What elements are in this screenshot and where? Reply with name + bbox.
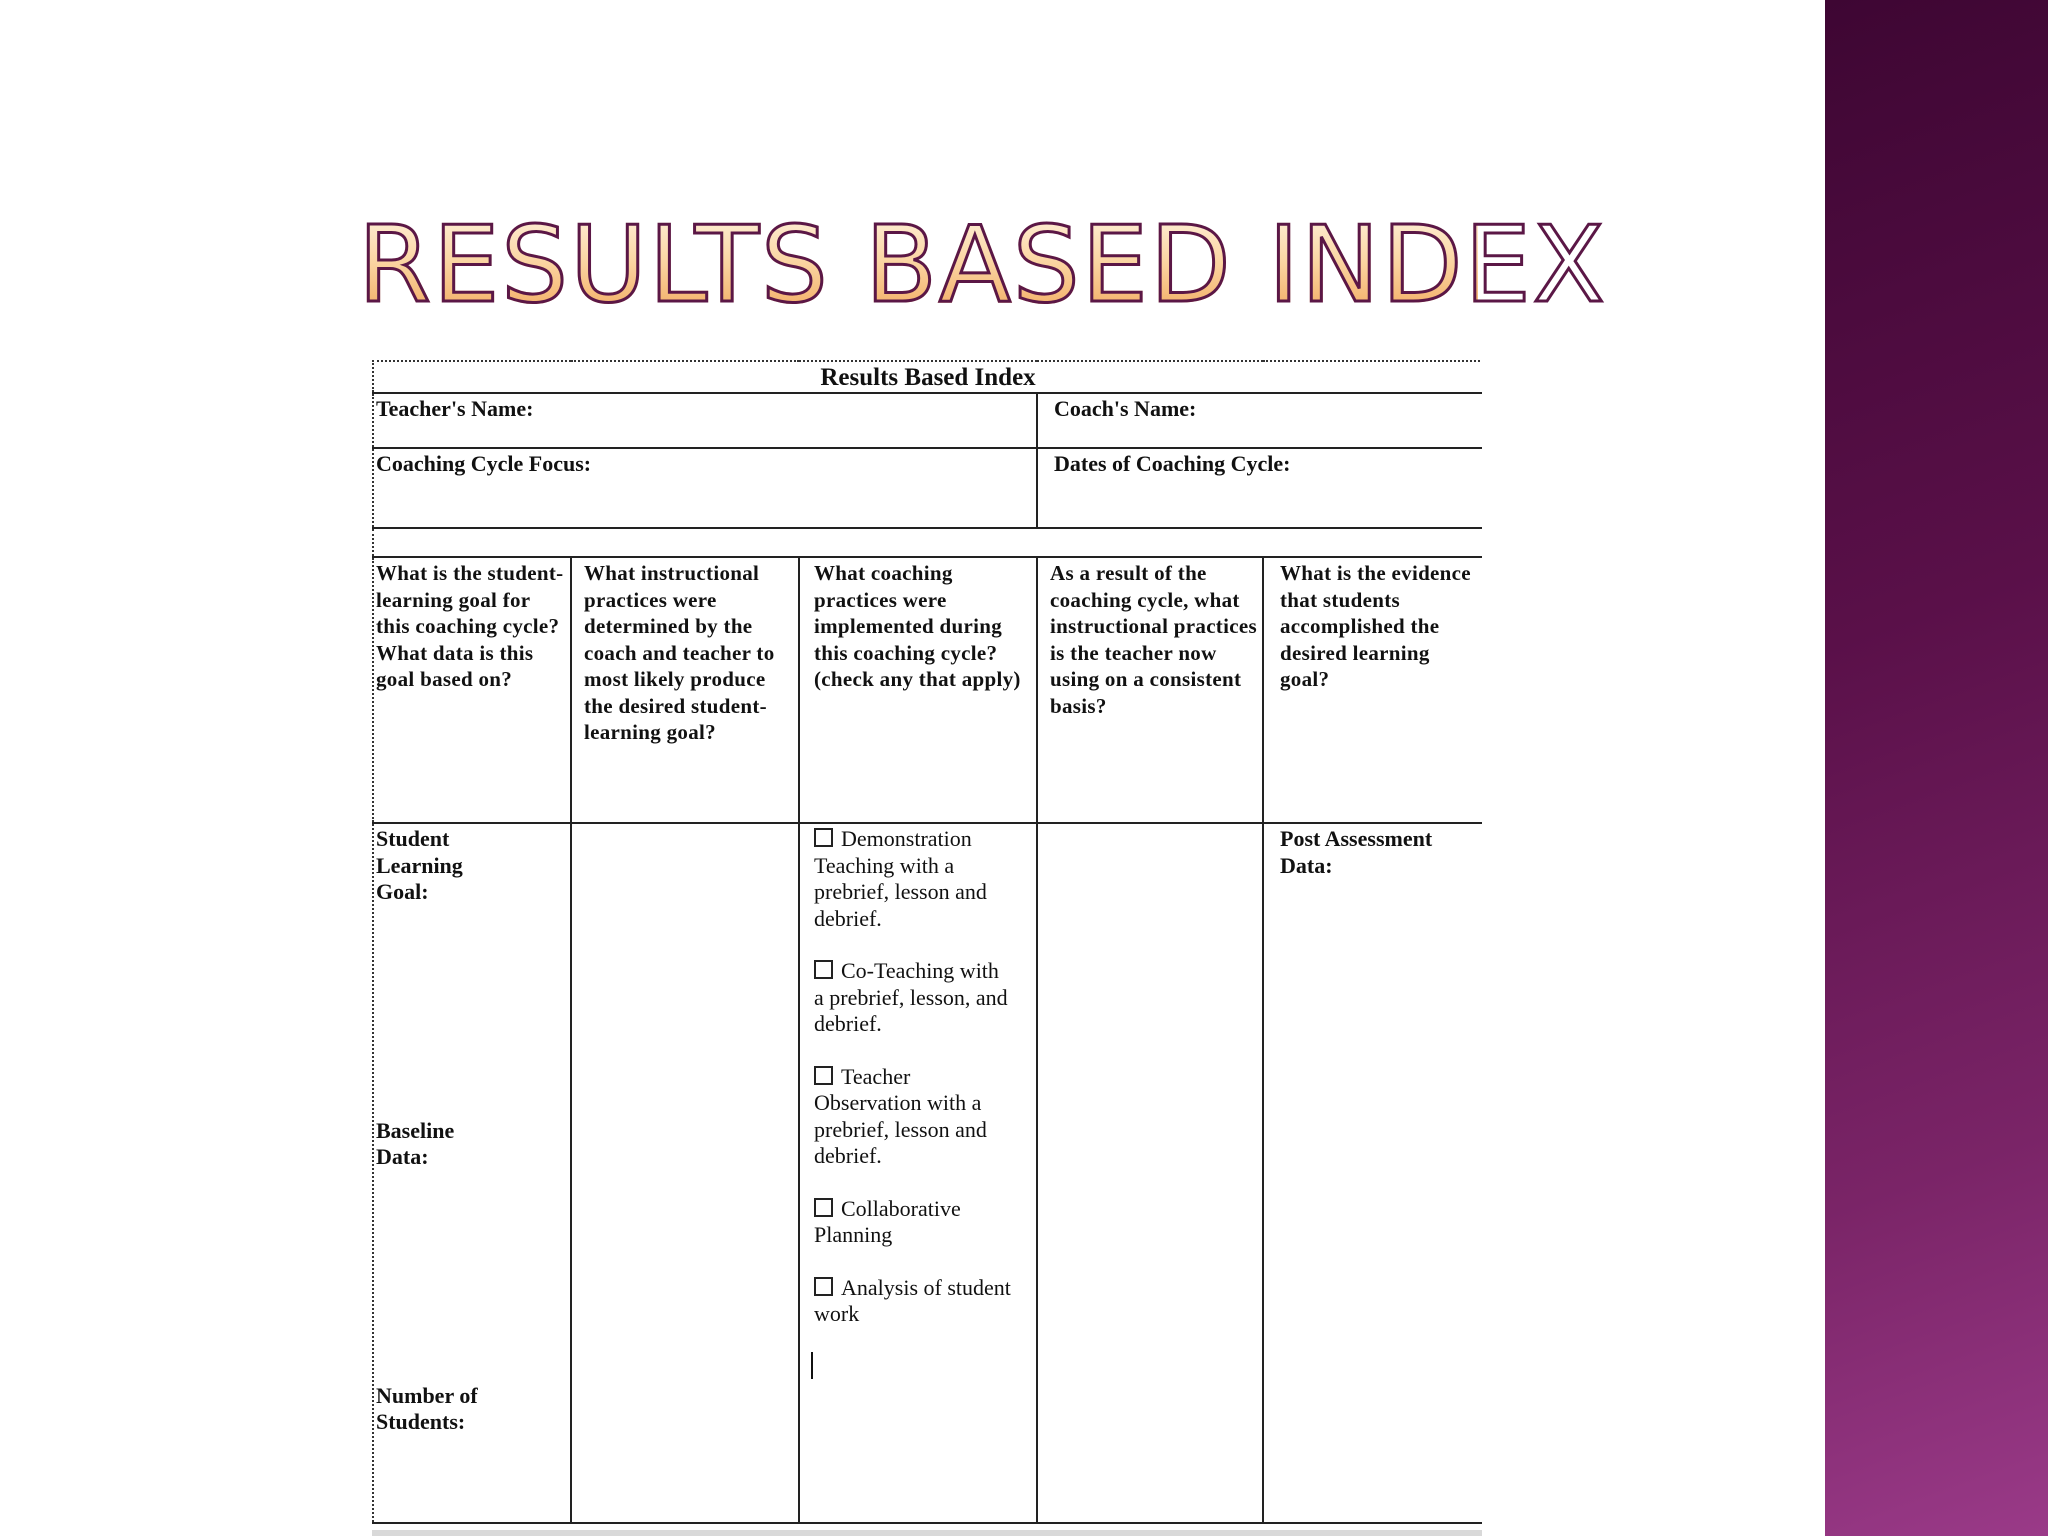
header-teacher-practices: As a result of the coaching cycle, what instructional practices is the teacher now using on a consistent basis? <box>1037 557 1263 823</box>
teacher-name-label: Teacher's Name: <box>376 396 534 421</box>
student-goal-label: Student Learning Goal: <box>376 826 463 904</box>
slide-title: RESULTS BASED INDEX <box>358 200 1478 330</box>
checkbox-icon[interactable] <box>814 1277 833 1296</box>
page-edge-shadow <box>372 1530 1482 1536</box>
coaching-practices-cell <box>799 823 1037 1523</box>
header-coaching-practices: What coaching practices were implemented during this coaching cycle? (check any that apply) <box>799 557 1037 823</box>
student-goal-cell[interactable] <box>373 823 571 1523</box>
teacher-practices-cell[interactable] <box>1037 823 1263 1523</box>
post-assessment-label: Post Assessment Data: <box>1280 826 1433 878</box>
option-analysis-student-work[interactable]: Analysis of student work <box>814 1274 1011 1326</box>
coach-name-label: Coach's Name: <box>1054 396 1197 421</box>
header-evidence: What is the evidence that students accomplished the desired learning goal? <box>1263 557 1482 823</box>
option-co-teaching[interactable]: Co-Teaching with a prebrief, lesson, and debrief. <box>814 958 1008 1036</box>
option-teacher-observation[interactable]: Teacher Observation with a prebrief, lesson and debrief. <box>814 1063 987 1168</box>
header-instructional-practices: What instructional practices were determined by the coach and teacher to most likely produce the desired student-learning goal? <box>571 557 799 823</box>
form-title: Results Based Index <box>373 361 1482 393</box>
teacher-name-field[interactable] <box>373 393 1037 448</box>
baseline-data-label: Baseline Data: <box>376 1117 455 1169</box>
form-table <box>372 360 1482 1524</box>
checkbox-icon[interactable] <box>814 828 833 847</box>
coaching-focus-label: Coaching Cycle Focus: <box>376 451 592 476</box>
header-student-goal: What is the student-learning goal for this coaching cycle? What data is this goal based on? <box>373 557 571 823</box>
results-based-index-form <box>372 360 1482 1536</box>
coaching-dates-label: Dates of Coaching Cycle: <box>1054 451 1291 476</box>
coach-name-field[interactable] <box>1037 393 1482 448</box>
option-collaborative-planning[interactable]: Collaborative Planning <box>814 1195 961 1247</box>
coaching-dates-field[interactable] <box>1037 448 1482 528</box>
spacer-row <box>373 528 1482 557</box>
coaching-focus-field[interactable] <box>373 448 1037 528</box>
checkbox-icon[interactable] <box>814 1066 833 1085</box>
evidence-cell[interactable] <box>1263 823 1482 1523</box>
option-demonstration-teaching[interactable]: Demonstration Teaching with a prebrief, lesson and debrief. <box>814 826 987 931</box>
instructional-practices-cell[interactable] <box>571 823 799 1523</box>
decorative-side-bar <box>1825 0 2048 1536</box>
checkbox-icon[interactable] <box>814 1198 833 1217</box>
text-cursor-icon <box>811 1352 813 1379</box>
number-of-students-label: Number of Students: <box>376 1382 478 1434</box>
checkbox-icon[interactable] <box>814 960 833 979</box>
